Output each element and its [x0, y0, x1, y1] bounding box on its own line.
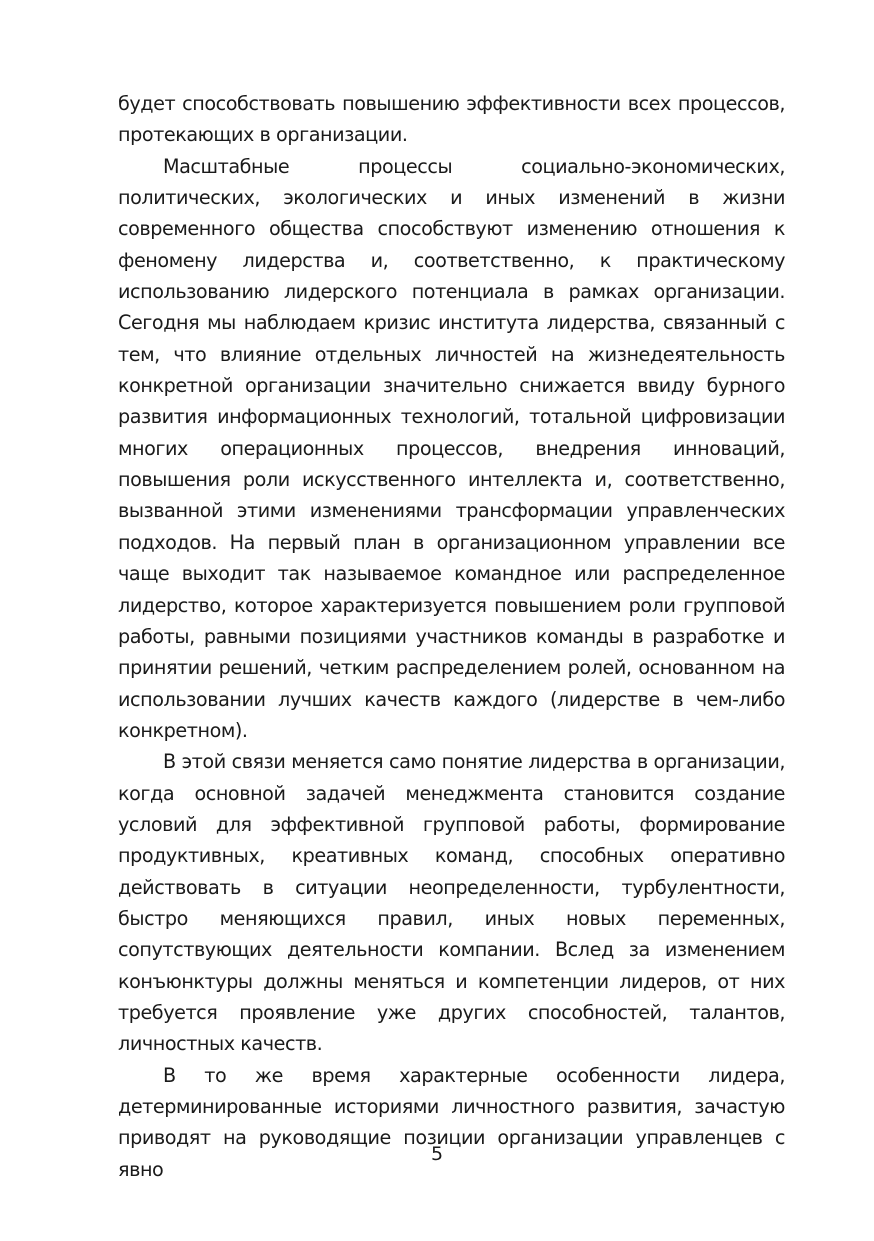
paragraph-2: Масштабные процессы социально-экономических, политических, экологических и иных изменений в жизни современного общества способствуют изменению отношения к феномену лидерства и, соответственно, к практическому использованию лидерского потенциала в рамках организации. Сегодня мы наблюдаем кризис института лидерства, связанный с тем, что влияние отдельных личностей на жизнедеятельность конкретной организации значительно снижается ввиду бурного развития информационных технологий, тотальной цифровизации многих операционных процессов, внедрения инноваций, повышения роли искусственного интеллекта и, соответственно, вызванной этими изменениями трансформации управленческих подходов. На первый план в организационном управлении все чаще выходит так называемое командное или распределенное лидерство, которое характеризуется повышением роли групповой работы, равными позициями участников команды в разработке и принятии решений, четким распределением ролей, основанном на использовании лучших качеств каждого (лидерстве в чем-либо конкретном). — [118, 154, 785, 742]
paragraph-1: будет способствовать повышению эффективности всех процессов, протекающих в организации. — [118, 92, 785, 147]
page-number: 5 — [430, 1143, 444, 1165]
paragraph-4-continuing: В то же время характерные особенности лидера, детерминированные историями личностного развития, зачастую приводят на руководящие позиции организации управленцев с явно — [118, 1063, 785, 1181]
paragraph-3: В этой связи меняется само понятие лидерства в организации, когда основной задачей менеджмента становится создание условий для эффективной групповой работы, формирование продуктивных, креативных команд, способных оперативно действовать в ситуации неопределенности, турбулентности, быстро меняющихся правил, иных новых переменных, сопутствующих деятельности компании. Вслед за изменением конъюнктуры должны меняться и компетенции лидеров, от них требуется проявление уже других способностей, талантов, личностных качеств. — [118, 750, 785, 1056]
body-text — [118, 88, 785, 1185]
